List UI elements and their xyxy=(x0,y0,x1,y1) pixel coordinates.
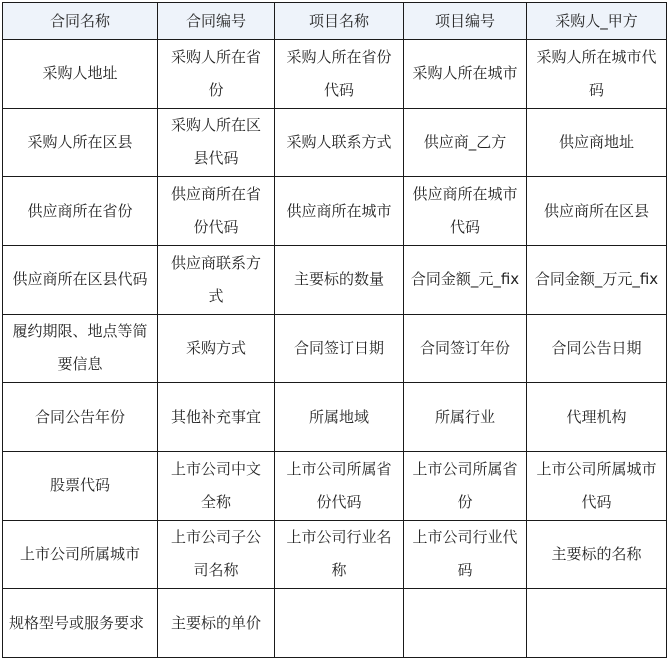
table-cell: 上市公司行业代码 xyxy=(404,520,527,589)
table-cell: 所属地域 xyxy=(275,383,404,452)
table-cell: 履约期限、地点等简要信息 xyxy=(3,314,158,383)
column-header: 合同编号 xyxy=(158,3,275,40)
table-cell: 合同公告日期 xyxy=(527,314,667,383)
table-cell: 合同签订日期 xyxy=(275,314,404,383)
table-row xyxy=(3,108,667,177)
field-table xyxy=(2,2,667,658)
table-cell: 上市公司所属省份 xyxy=(404,451,527,520)
table-cell: 主要标的数量 xyxy=(275,245,404,314)
table-cell xyxy=(404,589,527,658)
table-row xyxy=(3,177,667,246)
table-cell: 供应商所在城市代码 xyxy=(404,177,527,246)
table-cell: 股票代码 xyxy=(3,451,158,520)
table-cell: 主要标的名称 xyxy=(527,520,667,589)
table-cell: 上市公司所属城市 xyxy=(3,520,158,589)
table-row xyxy=(3,520,667,589)
table-cell: 供应商_乙方 xyxy=(404,108,527,177)
table-cell: 采购方式 xyxy=(158,314,275,383)
table-cell: 主要标的单价 xyxy=(158,589,275,658)
table-cell: 采购人地址 xyxy=(3,40,158,109)
table-cell: 采购人所在区县 xyxy=(3,108,158,177)
table-cell: 采购人联系方式 xyxy=(275,108,404,177)
table-cell: 采购人所在区县代码 xyxy=(158,108,275,177)
table-row xyxy=(3,451,667,520)
table-cell: 代理机构 xyxy=(527,383,667,452)
table-cell: 上市公司所属城市代码 xyxy=(527,451,667,520)
table-cell: 供应商地址 xyxy=(527,108,667,177)
table-cell: 其他补充事宜 xyxy=(158,383,275,452)
table-cell: 上市公司中文全称 xyxy=(158,451,275,520)
column-header: 合同名称 xyxy=(3,3,158,40)
table-cell xyxy=(275,589,404,658)
table-cell: 上市公司子公司名称 xyxy=(158,520,275,589)
table-cell: 合同金额_万元_fix xyxy=(527,245,667,314)
table-row xyxy=(3,245,667,314)
table-cell: 规格型号或服务要求 xyxy=(3,589,158,658)
table-cell: 合同签订年份 xyxy=(404,314,527,383)
table-cell: 供应商联系方式 xyxy=(158,245,275,314)
column-header: 项目编号 xyxy=(404,3,527,40)
table-cell: 采购人所在省份代码 xyxy=(275,40,404,109)
table-cell: 上市公司所属省份代码 xyxy=(275,451,404,520)
table-row xyxy=(3,383,667,452)
table-cell: 供应商所在城市 xyxy=(275,177,404,246)
table-row xyxy=(3,40,667,109)
table-cell: 采购人所在省份 xyxy=(158,40,275,109)
column-header: 项目名称 xyxy=(275,3,404,40)
table-cell: 供应商所在区县代码 xyxy=(3,245,158,314)
table-cell: 合同公告年份 xyxy=(3,383,158,452)
table-cell: 上市公司行业名称 xyxy=(275,520,404,589)
table-cell: 所属行业 xyxy=(404,383,527,452)
table-cell xyxy=(527,589,667,658)
table-cell: 供应商所在区县 xyxy=(527,177,667,246)
table-cell: 合同金额_元_fix xyxy=(404,245,527,314)
table-header-row xyxy=(3,3,667,40)
table-cell: 采购人所在城市代码 xyxy=(527,40,667,109)
table-cell: 供应商所在省份 xyxy=(3,177,158,246)
table-row xyxy=(3,589,667,658)
table-row xyxy=(3,314,667,383)
table-cell: 采购人所在城市 xyxy=(404,40,527,109)
table-cell: 供应商所在省份代码 xyxy=(158,177,275,246)
column-header: 采购人_甲方 xyxy=(527,3,667,40)
